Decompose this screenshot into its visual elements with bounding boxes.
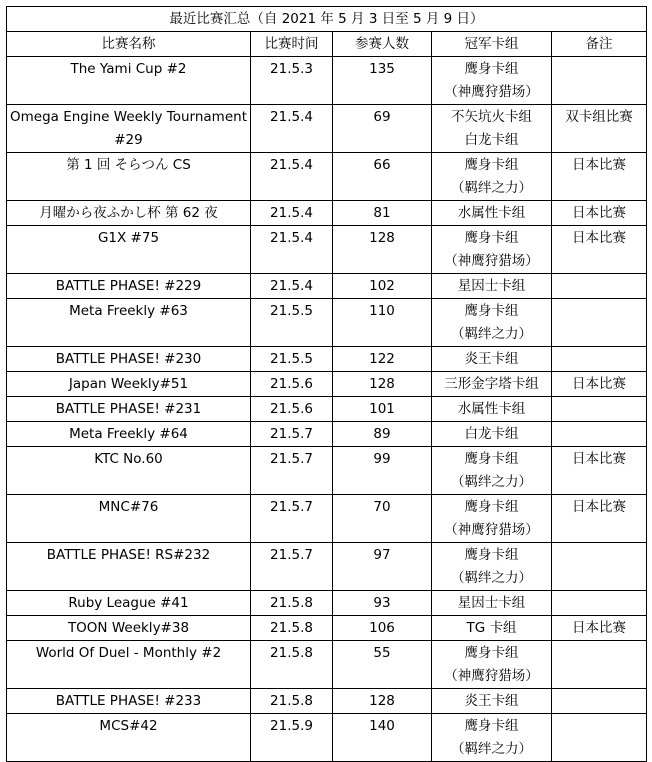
note-cell: 日本比赛 bbox=[552, 616, 647, 641]
champion-deck-line: 鹰身卡组 bbox=[464, 157, 519, 173]
tournament-date-cell: 21.5.7 bbox=[251, 543, 333, 591]
tournament-name-cell: BATTLE PHASE! #231 bbox=[7, 397, 251, 422]
champion-deck-line: 不矢坑火卡组 bbox=[451, 109, 532, 125]
note-cell bbox=[552, 591, 647, 616]
note-cell bbox=[552, 714, 647, 762]
player-count-cell: 97 bbox=[333, 543, 432, 591]
tournament-name-cell: Ruby League #41 bbox=[7, 591, 251, 616]
table-row bbox=[7, 57, 647, 105]
champion-deck-line: （羁绊之力） bbox=[451, 474, 532, 490]
champion-deck-line: 星因士卡组 bbox=[457, 278, 526, 294]
tournament-name-cell: The Yami Cup #2 bbox=[7, 57, 251, 105]
tournament-name-cell: Omega Engine Weekly Tournament #29 bbox=[7, 105, 251, 153]
table-row bbox=[7, 105, 647, 153]
player-count-cell: 110 bbox=[333, 299, 432, 347]
note-cell bbox=[552, 347, 647, 372]
tournament-name-cell: 月曜から夜ふかし杯 第 62 夜 bbox=[7, 201, 251, 226]
tournament-name-cell: BATTLE PHASE! #229 bbox=[7, 274, 251, 299]
tournament-date-cell: 21.5.8 bbox=[251, 616, 333, 641]
note-cell bbox=[552, 543, 647, 591]
tournament-date-cell: 21.5.3 bbox=[251, 57, 333, 105]
champion-deck-cell bbox=[432, 226, 552, 274]
tournament-date-cell: 21.5.7 bbox=[251, 422, 333, 447]
champion-deck-line: （神鹰狩猎场） bbox=[444, 668, 539, 684]
table-row bbox=[7, 397, 647, 422]
champion-deck-line: （羁绊之力） bbox=[451, 570, 532, 586]
player-count-cell: 122 bbox=[333, 347, 432, 372]
champion-deck-line: （羁绊之力） bbox=[451, 741, 532, 757]
player-count-cell: 135 bbox=[333, 57, 432, 105]
champion-deck-cell bbox=[432, 347, 552, 372]
champion-deck-line: 鹰身卡组 bbox=[464, 230, 519, 246]
champion-deck-cell bbox=[432, 372, 552, 397]
table-row bbox=[7, 495, 647, 543]
player-count-cell: 70 bbox=[333, 495, 432, 543]
champion-deck-line: （羁绊之力） bbox=[451, 326, 532, 342]
champion-deck-cell bbox=[432, 397, 552, 422]
champion-deck-cell bbox=[432, 641, 552, 689]
table-row bbox=[7, 689, 647, 714]
table-row bbox=[7, 422, 647, 447]
tournament-date-cell: 21.5.5 bbox=[251, 347, 333, 372]
note-cell: 日本比赛 bbox=[552, 226, 647, 274]
tournament-name-cell: 第 1 回 そらつん CS bbox=[7, 153, 251, 201]
note-cell: 日本比赛 bbox=[552, 447, 647, 495]
champion-deck-cell bbox=[432, 153, 552, 201]
player-count-cell: 55 bbox=[333, 641, 432, 689]
note-cell: 日本比赛 bbox=[552, 153, 647, 201]
tournament-date-cell: 21.5.8 bbox=[251, 591, 333, 616]
table-row bbox=[7, 274, 647, 299]
champion-deck-cell bbox=[432, 495, 552, 543]
champion-deck-line: 白龙卡组 bbox=[464, 426, 519, 442]
player-count-cell: 102 bbox=[333, 274, 432, 299]
champion-deck-line: （羁绊之力） bbox=[451, 180, 532, 196]
tournament-date-cell: 21.5.4 bbox=[251, 274, 333, 299]
tournament-name-cell: World Of Duel - Monthly #2 bbox=[7, 641, 251, 689]
player-count-cell: 140 bbox=[333, 714, 432, 762]
tournament-name-cell: BATTLE PHASE! RS#232 bbox=[7, 543, 251, 591]
column-header-players: 参赛人数 bbox=[333, 32, 432, 57]
tournament-date-cell: 21.5.7 bbox=[251, 447, 333, 495]
champion-deck-line: 水属性卡组 bbox=[457, 401, 526, 417]
table-row bbox=[7, 616, 647, 641]
tournament-date-cell: 21.5.7 bbox=[251, 495, 333, 543]
table-row bbox=[7, 153, 647, 201]
table-row bbox=[7, 447, 647, 495]
champion-deck-line: （神鹰狩猎场） bbox=[444, 253, 539, 269]
table-title: 最近比赛汇总（自 2021 年 5 月 3 日至 5 月 9 日） bbox=[7, 7, 647, 32]
champion-deck-line: 白龙卡组 bbox=[464, 132, 519, 148]
champion-deck-line: 鹰身卡组 bbox=[464, 547, 519, 563]
note-cell bbox=[552, 299, 647, 347]
champion-deck-line: 炎王卡组 bbox=[464, 693, 519, 709]
column-header-note: 备注 bbox=[552, 32, 647, 57]
tournament-date-cell: 21.5.4 bbox=[251, 153, 333, 201]
note-cell: 日本比赛 bbox=[552, 495, 647, 543]
column-header-deck: 冠军卡组 bbox=[432, 32, 552, 57]
champion-deck-line: （神鹰狩猎场） bbox=[444, 522, 539, 538]
player-count-cell: 81 bbox=[333, 201, 432, 226]
champion-deck-cell bbox=[432, 105, 552, 153]
player-count-cell: 66 bbox=[333, 153, 432, 201]
table-row bbox=[7, 591, 647, 616]
table-row bbox=[7, 641, 647, 689]
champion-deck-cell bbox=[432, 543, 552, 591]
champion-deck-cell bbox=[432, 422, 552, 447]
note-cell bbox=[552, 397, 647, 422]
champion-deck-line: 星因士卡组 bbox=[457, 595, 526, 611]
tournament-summary-table bbox=[6, 6, 647, 762]
table-row bbox=[7, 714, 647, 762]
tournament-name-cell: KTC No.60 bbox=[7, 447, 251, 495]
table-row bbox=[7, 226, 647, 274]
champion-deck-cell bbox=[432, 591, 552, 616]
tournament-name-cell: Japan Weekly#51 bbox=[7, 372, 251, 397]
champion-deck-cell bbox=[432, 689, 552, 714]
champion-deck-line: （神鹰狩猎场） bbox=[444, 84, 539, 100]
tournament-name-cell: Meta Freekly #63 bbox=[7, 299, 251, 347]
note-cell bbox=[552, 274, 647, 299]
champion-deck-cell bbox=[432, 201, 552, 226]
tournament-date-cell: 21.5.5 bbox=[251, 299, 333, 347]
tournament-name-cell: BATTLE PHASE! #230 bbox=[7, 347, 251, 372]
champion-deck-line: 鹰身卡组 bbox=[464, 61, 519, 77]
table-row bbox=[7, 201, 647, 226]
player-count-cell: 128 bbox=[333, 226, 432, 274]
player-count-cell: 99 bbox=[333, 447, 432, 495]
tournament-date-cell: 21.5.8 bbox=[251, 689, 333, 714]
note-cell: 日本比赛 bbox=[552, 201, 647, 226]
champion-deck-line: 鹰身卡组 bbox=[464, 499, 519, 515]
champion-deck-line: 水属性卡组 bbox=[457, 205, 526, 221]
champion-deck-line: 鹰身卡组 bbox=[464, 303, 519, 319]
tournament-date-cell: 21.5.8 bbox=[251, 641, 333, 689]
table-row bbox=[7, 347, 647, 372]
tournament-date-cell: 21.5.6 bbox=[251, 397, 333, 422]
player-count-cell: 128 bbox=[333, 372, 432, 397]
tournament-name-cell: G1X #75 bbox=[7, 226, 251, 274]
champion-deck-line: 鹰身卡组 bbox=[464, 645, 519, 661]
player-count-cell: 128 bbox=[333, 689, 432, 714]
tournament-name-cell: TOON Weekly#38 bbox=[7, 616, 251, 641]
note-cell bbox=[552, 689, 647, 714]
note-cell bbox=[552, 641, 647, 689]
champion-deck-cell bbox=[432, 616, 552, 641]
note-cell bbox=[552, 57, 647, 105]
champion-deck-line: TG 卡组 bbox=[466, 620, 517, 636]
champion-deck-cell bbox=[432, 447, 552, 495]
note-cell: 日本比赛 bbox=[552, 372, 647, 397]
table-row bbox=[7, 299, 647, 347]
champion-deck-cell bbox=[432, 57, 552, 105]
tournament-name-cell: BATTLE PHASE! #233 bbox=[7, 689, 251, 714]
column-header-date: 比赛时间 bbox=[251, 32, 333, 57]
column-header-name: 比赛名称 bbox=[7, 32, 251, 57]
tournament-name-cell: MCS#42 bbox=[7, 714, 251, 762]
champion-deck-cell bbox=[432, 714, 552, 762]
header-row bbox=[7, 32, 647, 57]
champion-deck-line: 三形金字塔卡组 bbox=[444, 376, 539, 392]
champion-deck-cell bbox=[432, 299, 552, 347]
table-row bbox=[7, 543, 647, 591]
player-count-cell: 101 bbox=[333, 397, 432, 422]
tournament-name-cell: MNC#76 bbox=[7, 495, 251, 543]
note-cell: 双卡组比赛 bbox=[552, 105, 647, 153]
tournament-date-cell: 21.5.9 bbox=[251, 714, 333, 762]
champion-deck-line: 炎王卡组 bbox=[464, 351, 519, 367]
tournament-date-cell: 21.5.6 bbox=[251, 372, 333, 397]
table-row bbox=[7, 372, 647, 397]
player-count-cell: 93 bbox=[333, 591, 432, 616]
tournament-date-cell: 21.5.4 bbox=[251, 226, 333, 274]
player-count-cell: 69 bbox=[333, 105, 432, 153]
tournament-name-cell: Meta Freekly #64 bbox=[7, 422, 251, 447]
champion-deck-line: 鹰身卡组 bbox=[464, 451, 519, 467]
note-cell bbox=[552, 422, 647, 447]
tournament-date-cell: 21.5.4 bbox=[251, 201, 333, 226]
player-count-cell: 106 bbox=[333, 616, 432, 641]
champion-deck-line: 鹰身卡组 bbox=[464, 718, 519, 734]
champion-deck-cell bbox=[432, 274, 552, 299]
tournament-date-cell: 21.5.4 bbox=[251, 105, 333, 153]
player-count-cell: 89 bbox=[333, 422, 432, 447]
